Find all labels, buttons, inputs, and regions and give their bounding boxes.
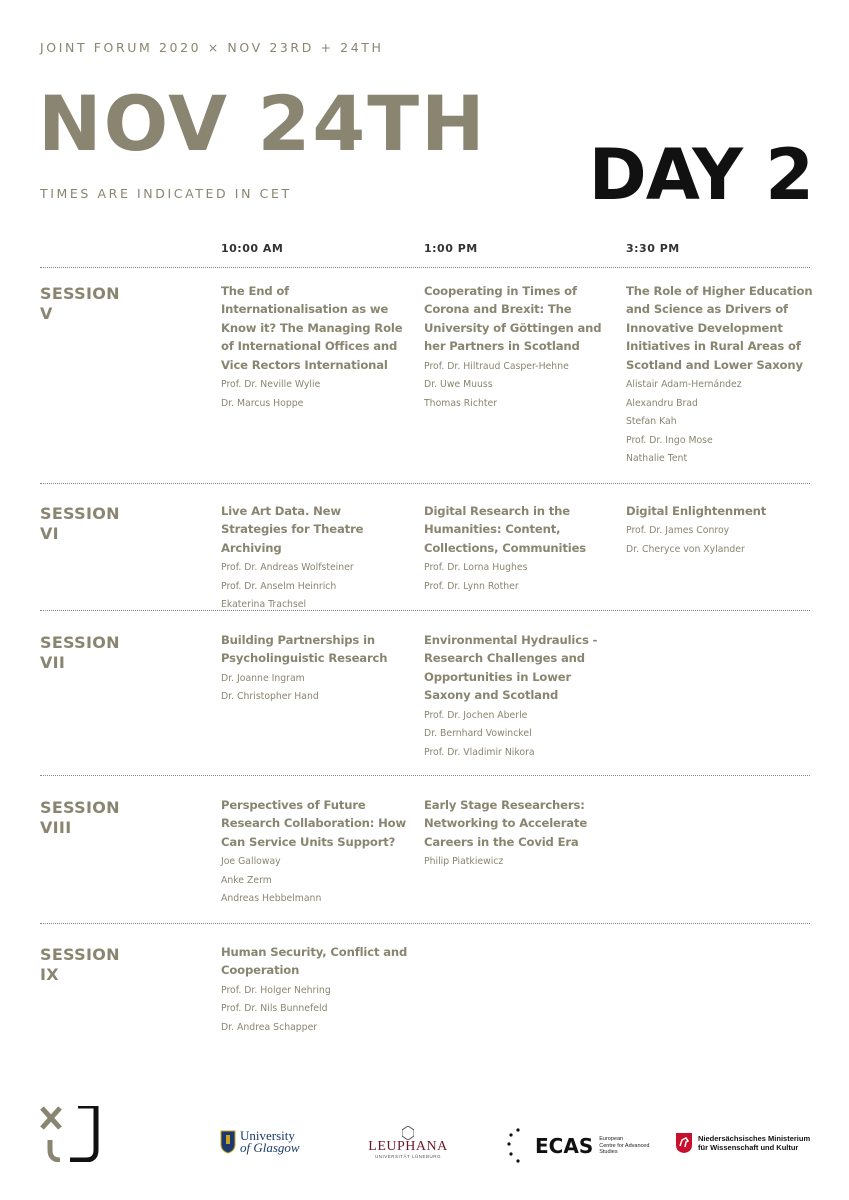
speaker: Dr. Uwe Muuss bbox=[424, 379, 493, 391]
talk-title: Perspectives of Future Research Collaboration: How Can Service Units Support? bbox=[221, 798, 407, 849]
speaker: Prof. Dr. Nils Bunnefeld bbox=[221, 1003, 328, 1015]
leuphana-emblem-icon bbox=[402, 1126, 414, 1140]
speaker: Dr. Marcus Hoppe bbox=[221, 397, 304, 409]
speaker: Prof. Dr. Lynn Rother bbox=[424, 580, 519, 592]
session-word: SESSION bbox=[40, 504, 120, 523]
timezone-note: TIMES ARE INDICATED IN CET bbox=[40, 186, 292, 201]
talk-title: Environmental Hydraulics - Research Challenges and Opportunities in Lower Saxony and Scotland bbox=[424, 633, 598, 703]
session-word: SESSION bbox=[40, 633, 120, 652]
speaker: Nathalie Tent bbox=[626, 453, 688, 465]
session-number: V bbox=[40, 304, 53, 323]
speaker: Prof. Dr. Ingo Mose bbox=[626, 434, 713, 446]
talk-title: Live Art Data. New Strategies for Theatre Archiving bbox=[221, 504, 364, 555]
speaker: Prof. Dr. Andreas Wolfsteiner bbox=[221, 562, 354, 574]
session-number: VI bbox=[40, 524, 59, 543]
session-label-ix bbox=[40, 945, 190, 985]
speaker: Andreas Hebbelmann bbox=[221, 893, 322, 905]
speaker: Dr. Andrea Schapper bbox=[221, 1022, 318, 1033]
speaker: Stefan Kah bbox=[626, 416, 677, 428]
day-label: DAY 2 bbox=[588, 134, 813, 216]
leuphana-name: LEUPHANA bbox=[368, 1139, 448, 1154]
talk-title: Early Stage Researchers: Networking to Accelerate Careers in the Covid Era bbox=[424, 798, 588, 849]
talk-title: Building Partnerships in Psycholinguistic Research bbox=[221, 633, 388, 666]
leuphana-logo bbox=[360, 1126, 456, 1159]
talk-title: Cooperating in Times of Corona and Brexit: The University of Göttingen and her Partners in Scotland bbox=[424, 284, 602, 354]
session-label-viii bbox=[40, 798, 190, 838]
session-label-vii bbox=[40, 633, 190, 673]
divider bbox=[40, 775, 810, 776]
speaker: Dr. Cheryce von Xylander bbox=[626, 544, 745, 555]
speaker: Dr. Christopher Hand bbox=[221, 691, 319, 703]
speaker: Prof. Dr. Vladimir Nikora bbox=[424, 746, 535, 758]
speaker: Dr. Joanne Ingram bbox=[221, 672, 305, 684]
shield-icon bbox=[220, 1130, 236, 1154]
leuphana-sub: UNIVERSITÄT LÜNEBURG bbox=[375, 1154, 441, 1159]
talk-title: Human Security, Conflict and Cooperation bbox=[221, 945, 408, 978]
speaker: Anke Zerm bbox=[221, 874, 272, 886]
talk-cell bbox=[221, 796, 411, 909]
ecas-logo bbox=[507, 1126, 649, 1166]
session-label-v bbox=[40, 284, 190, 324]
joint-forum-logo bbox=[40, 1106, 100, 1162]
talk-cell bbox=[221, 502, 411, 615]
column-header-1: 10:00 AM bbox=[221, 242, 284, 255]
session-word: SESSION bbox=[40, 945, 120, 964]
talk-title: The End of Internationalisation as we Know it? The Managing Role of International Offices and Vice Rectors International bbox=[221, 284, 403, 372]
session-word: SESSION bbox=[40, 798, 120, 817]
glasgow-line2: of Glasgow bbox=[240, 1140, 300, 1155]
speaker: Prof. Dr. Anselm Heinrich bbox=[221, 580, 337, 592]
page-title-date: NOV 24TH bbox=[38, 79, 487, 168]
speaker: Prof. Dr. James Conroy bbox=[626, 525, 730, 537]
speaker: Alexandru Brad bbox=[626, 397, 698, 409]
session-word: SESSION bbox=[40, 284, 120, 303]
university-of-glasgow-logo bbox=[220, 1130, 300, 1154]
speaker: Prof. Dr. Hiltraud Casper-Hehne bbox=[424, 360, 569, 372]
speaker: Thomas Richter bbox=[424, 397, 498, 409]
talk-cell bbox=[626, 282, 816, 469]
session-label-vi bbox=[40, 504, 190, 544]
divider bbox=[40, 483, 810, 484]
session-number: VIII bbox=[40, 818, 72, 837]
ecas-name: ECAS bbox=[535, 1134, 594, 1158]
talk-title: The Role of Higher Education and Science as Drivers of Innovative Development Initiatives in Rural Areas of Scotland and Lower Saxony bbox=[626, 284, 813, 372]
talk-title: Digital Enlightenment bbox=[626, 504, 767, 518]
speaker: Philip Piatkiewicz bbox=[424, 856, 504, 868]
talk-cell bbox=[221, 631, 411, 707]
speaker: Prof. Dr. Neville Wylie bbox=[221, 379, 321, 391]
speaker: Joe Galloway bbox=[221, 856, 281, 868]
talk-cell bbox=[221, 282, 411, 413]
talk-cell bbox=[424, 282, 614, 413]
speaker: Prof. Dr. Holger Nehring bbox=[221, 984, 331, 996]
ecas-sub3: Studies bbox=[599, 1149, 618, 1156]
stars-icon bbox=[507, 1126, 529, 1166]
talk-cell bbox=[424, 796, 614, 872]
divider bbox=[40, 923, 810, 924]
talk-cell bbox=[626, 502, 816, 560]
divider bbox=[40, 267, 810, 268]
talk-title: Digital Research in the Humanities: Content, Collections, Communities bbox=[424, 504, 587, 555]
event-line: JOINT FORUM 2020 × NOV 23RD + 24TH bbox=[40, 40, 384, 55]
speaker: Alistair Adam-Hernández bbox=[626, 379, 742, 391]
ecas-sub1: European bbox=[599, 1136, 624, 1143]
niedersachsen-ministry-logo bbox=[675, 1132, 810, 1154]
column-header-3: 3:30 PM bbox=[626, 242, 680, 255]
session-number: VII bbox=[40, 653, 66, 672]
divider bbox=[40, 610, 810, 611]
speaker: Dr. Bernhard Vowinckel bbox=[424, 728, 532, 740]
column-header-2: 1:00 PM bbox=[424, 242, 478, 255]
talk-cell bbox=[221, 943, 411, 1038]
horse-shield-icon bbox=[675, 1132, 693, 1154]
session-number: IX bbox=[40, 965, 59, 984]
glasgow-line1: University bbox=[240, 1128, 295, 1143]
nds-line2: für Wissenschaft und Kultur bbox=[698, 1143, 799, 1152]
ecas-sub2: Centre for Advanced bbox=[599, 1142, 650, 1149]
speaker: Prof. Dr. Lorna Hughes bbox=[424, 562, 528, 574]
talk-cell bbox=[424, 631, 614, 762]
speaker: Ekaterina Trachsel bbox=[221, 599, 307, 611]
speaker: Prof. Dr. Jochen Aberle bbox=[424, 709, 528, 721]
talk-cell bbox=[424, 502, 614, 596]
nds-line1: Niedersächsisches Ministerium bbox=[698, 1134, 811, 1143]
